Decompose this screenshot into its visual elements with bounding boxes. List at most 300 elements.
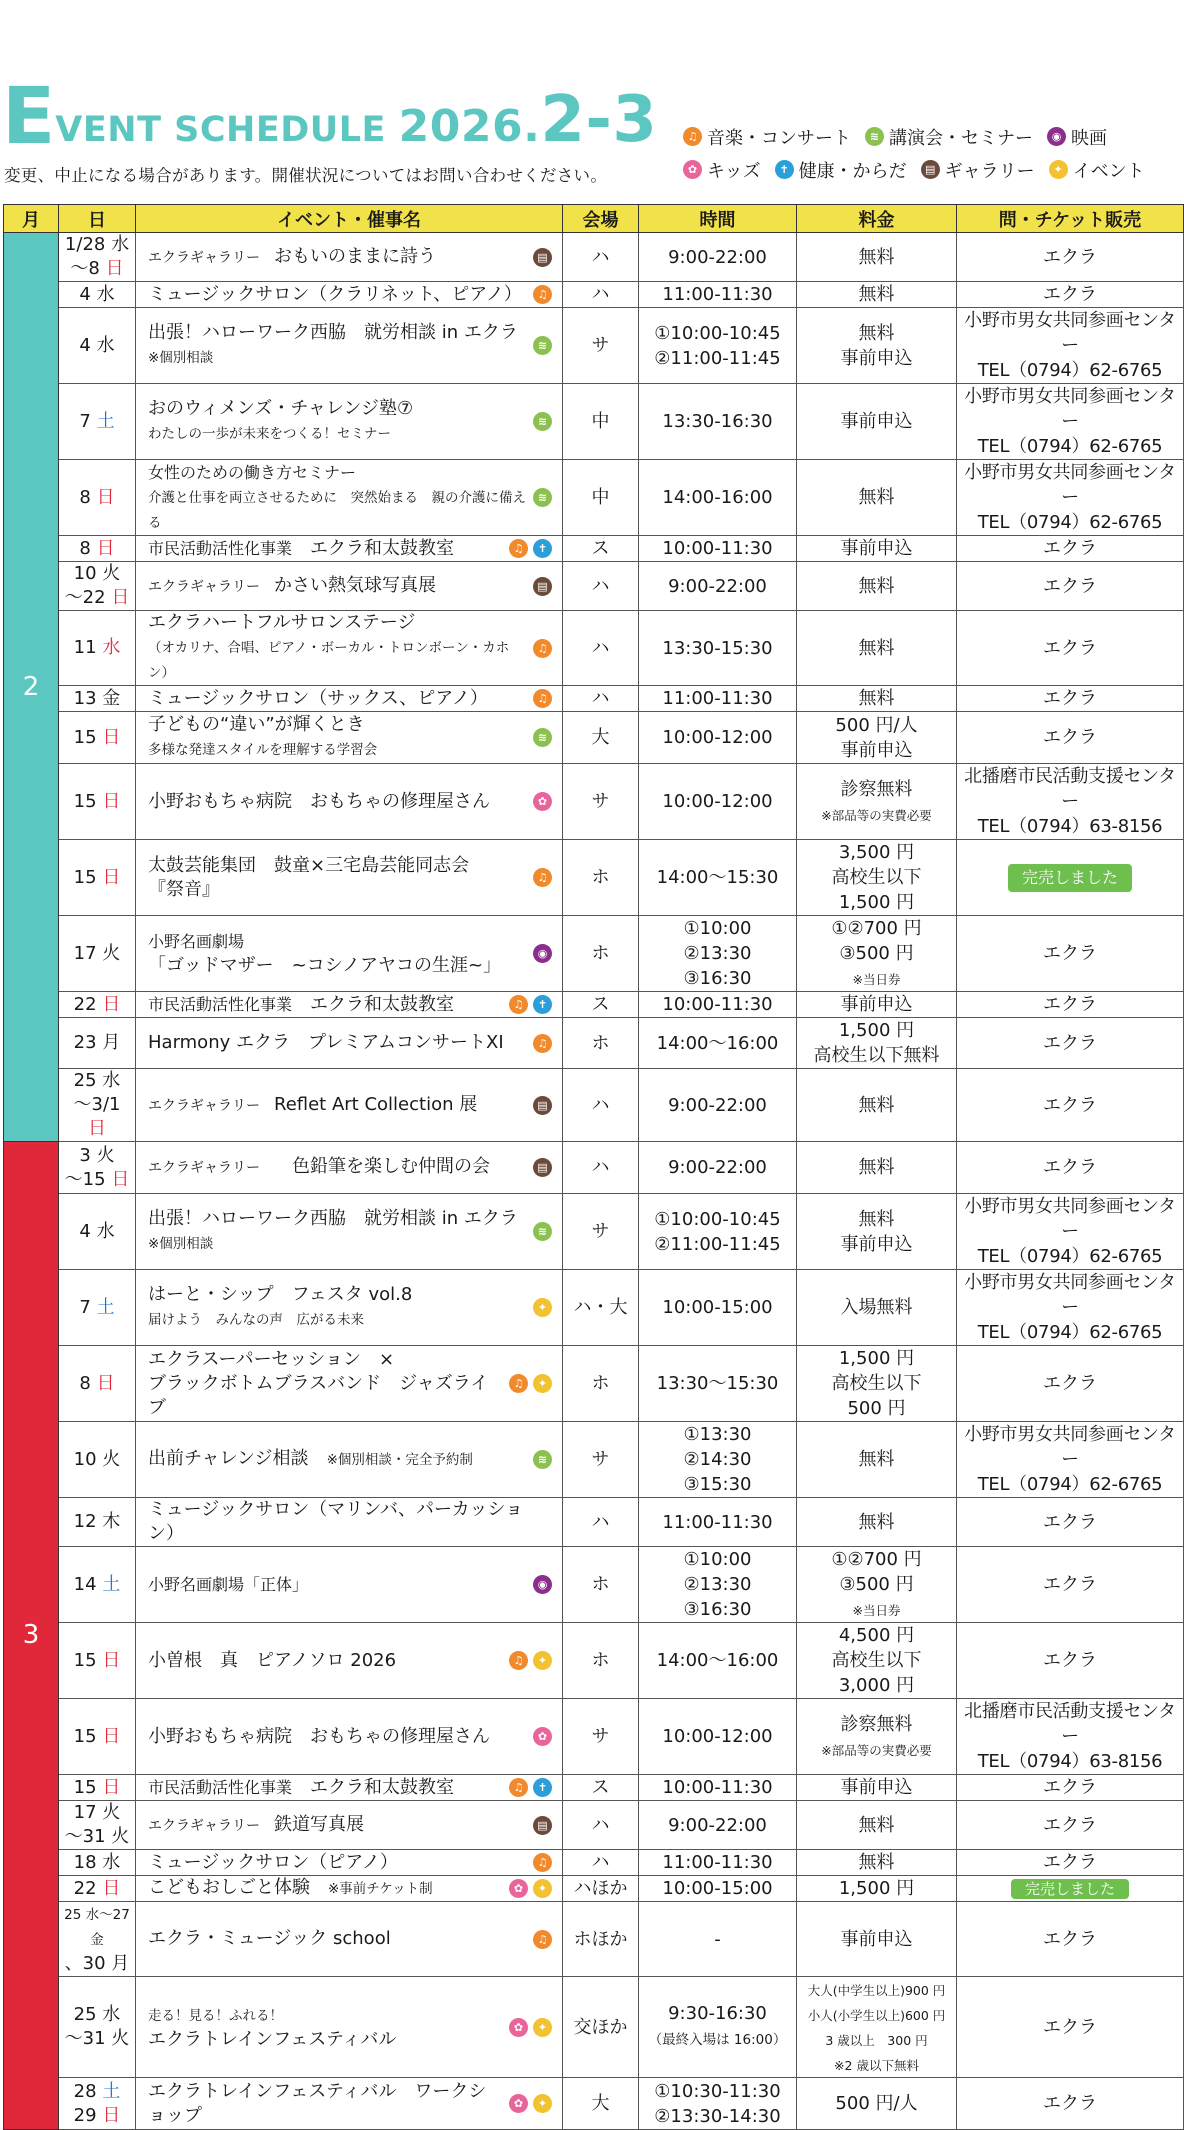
- legend-label: キッズ: [707, 160, 761, 182]
- time-cell: 9:00-22:00: [639, 1801, 797, 1850]
- table-row: [4, 1902, 1184, 1977]
- fee-cell: 無料: [797, 233, 957, 282]
- time-cell: ①10:00-10:45 ②11:00-11:45: [639, 1194, 797, 1270]
- sold-out-badge: 完売しました: [1008, 864, 1132, 892]
- category-icons: [533, 1222, 552, 1241]
- category-icons: [533, 285, 552, 304]
- event-name: 小野おもちゃ病院 おもちゃの修理屋さん: [148, 790, 490, 812]
- event-cell: [136, 1498, 563, 1547]
- table-row: [4, 308, 1184, 384]
- category-icons: [533, 944, 552, 963]
- category-icons: [509, 2018, 552, 2037]
- table-row: [4, 1850, 1184, 1876]
- lecture-icon: ≋: [865, 127, 884, 146]
- fee-cell: 無料: [797, 1422, 957, 1498]
- gallery-icon: ▤: [533, 1158, 552, 1177]
- column-header-3: 会場: [563, 205, 639, 233]
- venue-cell: サ: [563, 1422, 639, 1498]
- time-cell: ①10:00-10:45 ②11:00-11:45: [639, 308, 797, 384]
- fee-cell: 1,500 円 高校生以下 500 円: [797, 1346, 957, 1422]
- time-cell: 13:30-15:30: [639, 611, 797, 686]
- time-cell: 9:00-22:00: [639, 562, 797, 611]
- date-cell: 8 日: [59, 536, 136, 562]
- legend-label: 講演会・セミナー: [889, 127, 1033, 149]
- venue-cell: ス: [563, 536, 639, 562]
- table-row: [4, 1422, 1184, 1498]
- gallery-icon: ▤: [533, 577, 552, 596]
- contact-cell: エクラ: [957, 992, 1184, 1018]
- date-cell: 22 日: [59, 1876, 136, 1902]
- fee-cell: 3,500 円 高校生以下 1,500 円: [797, 840, 957, 916]
- table-row: [4, 1623, 1184, 1699]
- health-icon: ✝: [533, 995, 552, 1014]
- event-name: おのウィメンズ・チャレンジ塾⑦ わたしの一歩が未来をつくる！セミナー: [148, 398, 414, 442]
- venue-cell: ホ: [563, 1346, 639, 1422]
- table-row: [4, 2078, 1184, 2130]
- event-name: 出張！ハローワーク西脇 就労相談 in エクラ ※個別相談: [148, 1208, 518, 1252]
- category-icons: [533, 577, 552, 596]
- lecture-icon: ≋: [533, 412, 552, 431]
- table-row: [4, 233, 1184, 282]
- movie-icon: ◉: [533, 944, 552, 963]
- gallery-icon: ▤: [921, 160, 940, 179]
- table-row: [4, 1346, 1184, 1422]
- event-icon: ✦: [533, 2018, 552, 2037]
- table-row: [4, 992, 1184, 1018]
- month-cell: 2: [4, 233, 59, 1142]
- music-icon: ♫: [509, 1778, 528, 1797]
- contact-cell: エクラ: [957, 282, 1184, 308]
- legend-item-movie: [1047, 124, 1107, 150]
- event-cell: [136, 2078, 563, 2130]
- table-row: [4, 1142, 1184, 1194]
- contact-cell: 北播磨市民活動支援センター TEL（0794）63-8156: [957, 1699, 1184, 1775]
- legend-row: [683, 120, 1183, 153]
- date-cell: 10 火: [59, 1422, 136, 1498]
- legend-item-event: [1049, 157, 1145, 183]
- legend-item-kids: [683, 157, 761, 183]
- fee-cell: 事前申込: [797, 536, 957, 562]
- contact-cell: 小野市男女共同参画センター TEL（0794）62-6765: [957, 308, 1184, 384]
- category-icons: [533, 412, 552, 431]
- table-row: [4, 1498, 1184, 1547]
- table-body: [4, 233, 1184, 2130]
- event-cell: [136, 1194, 563, 1270]
- movie-icon: ◉: [1047, 127, 1066, 146]
- page-title: [2, 72, 658, 162]
- kids-icon: ✿: [509, 2018, 528, 2037]
- contact-cell: エクラ: [957, 536, 1184, 562]
- event-name: こどもおしごと体験 ※事前チケット制: [148, 1877, 433, 1898]
- event-name: 走る！見る！ふれる！ エクラトレインフェスティバル: [148, 2007, 397, 2050]
- event-icon: ✦: [533, 1374, 552, 1393]
- event-name: 市民活動活性化事業 エクラ和太鼓教室: [148, 1776, 455, 1798]
- category-icons: [533, 728, 552, 747]
- event-cell: [136, 1699, 563, 1775]
- gallery-icon: ▤: [533, 1816, 552, 1835]
- event-cell: [136, 1142, 563, 1194]
- sold-out-badge: 完売しました: [1011, 1879, 1129, 1899]
- category-icons: [533, 488, 552, 507]
- event-cell: [136, 1623, 563, 1699]
- fee-cell: 1,500 円 高校生以下無料: [797, 1018, 957, 1069]
- event-name: 子どもの“違い”が輝くとき 多様な発達スタイルを理解する学習会: [148, 714, 378, 758]
- date-cell: 3 火 〜15 日: [59, 1142, 136, 1194]
- time-cell: 13:30-16:30: [639, 384, 797, 460]
- venue-cell: ホ: [563, 916, 639, 992]
- date-cell: 4 水: [59, 308, 136, 384]
- venue-cell: ハ: [563, 686, 639, 712]
- contact-cell: 小野市男女共同参画センター TEL（0794）62-6765: [957, 1422, 1184, 1498]
- time-cell: 10:00-12:00: [639, 712, 797, 764]
- contact-cell: エクラ: [957, 916, 1184, 992]
- event-name: エクラトレインフェスティバル ワークショップ: [148, 2080, 487, 2126]
- event-name: はーと・シップ フェスタ vol.8 届けよう みんなの声 広がる未来: [148, 1284, 413, 1328]
- month-cell: 3: [4, 1142, 59, 2130]
- fee-cell: 入場無料: [797, 1270, 957, 1346]
- event-cell: [136, 686, 563, 712]
- event-cell: [136, 1069, 563, 1142]
- table-row: [4, 384, 1184, 460]
- fee-cell: 無料: [797, 282, 957, 308]
- music-icon: ♫: [533, 639, 552, 658]
- column-header-6: 問・チケット販売: [957, 205, 1184, 233]
- date-cell: 15 日: [59, 1699, 136, 1775]
- date-cell: 25 水〜27 金 、30 月: [59, 1902, 136, 1977]
- music-icon: ♫: [533, 868, 552, 887]
- category-icons: [533, 1096, 552, 1115]
- fee-cell: 無料: [797, 686, 957, 712]
- fee-cell: 1,500 円: [797, 1876, 957, 1902]
- contact-cell: エクラ: [957, 1775, 1184, 1801]
- fee-cell: 診察無料 ※部品等の実費必要: [797, 764, 957, 840]
- venue-cell: ハ: [563, 282, 639, 308]
- event-name: 出張！ハローワーク西脇 就労相談 in エクラ ※個別相談: [148, 322, 518, 366]
- kids-icon: ✿: [533, 792, 552, 811]
- event-icon: ✦: [533, 1298, 552, 1317]
- venue-cell: 中: [563, 460, 639, 536]
- music-icon: ♫: [509, 995, 528, 1014]
- event-icon: ✦: [1049, 160, 1068, 179]
- table-row: [4, 1018, 1184, 1069]
- music-icon: ♫: [533, 1930, 552, 1949]
- date-cell: 10 火 〜22 日: [59, 562, 136, 611]
- event-cell: [136, 1547, 563, 1623]
- gallery-icon: ▤: [533, 1096, 552, 1115]
- category-icons: [533, 1034, 552, 1053]
- time-cell: 10:00-12:00: [639, 764, 797, 840]
- event-icon: ✦: [533, 2094, 552, 2113]
- venue-cell: ハ: [563, 1801, 639, 1850]
- venue-cell: 中: [563, 384, 639, 460]
- category-icons: [509, 1651, 552, 1670]
- category-icons: [533, 868, 552, 887]
- date-cell: 1/28 水 〜8 日: [59, 233, 136, 282]
- event-cell: [136, 916, 563, 992]
- fee-cell: 事前申込: [797, 384, 957, 460]
- date-cell: 17 火: [59, 916, 136, 992]
- health-icon: ✝: [533, 1778, 552, 1797]
- event-cell: [136, 562, 563, 611]
- date-cell: 18 水: [59, 1850, 136, 1876]
- date-cell: 15 日: [59, 1775, 136, 1801]
- time-cell: 14:00〜16:00: [639, 1623, 797, 1699]
- table-row: [4, 712, 1184, 764]
- table-row: [4, 1775, 1184, 1801]
- music-icon: ♫: [533, 689, 552, 708]
- venue-cell: ス: [563, 992, 639, 1018]
- time-cell: 14:00〜15:30: [639, 840, 797, 916]
- fee-cell: 500 円/人 事前申込: [797, 712, 957, 764]
- contact-cell: エクラ: [957, 1623, 1184, 1699]
- date-cell: 4 水: [59, 1194, 136, 1270]
- venue-cell: ハほか: [563, 1876, 639, 1902]
- legend-item-music: [683, 124, 851, 150]
- category-icons: [533, 1158, 552, 1177]
- venue-cell: サ: [563, 308, 639, 384]
- date-cell: 15 日: [59, 1623, 136, 1699]
- contact-cell: 北播磨市民活動支援センター TEL（0794）63-8156: [957, 764, 1184, 840]
- date-cell: 15 日: [59, 840, 136, 916]
- contact-cell: [957, 1876, 1184, 1902]
- fee-cell: 無料: [797, 611, 957, 686]
- legend-label: イベント: [1072, 160, 1145, 182]
- time-cell: 11:00-11:30: [639, 282, 797, 308]
- category-icons: [533, 1450, 552, 1469]
- contact-cell: エクラ: [957, 2078, 1184, 2130]
- event-cell: [136, 1018, 563, 1069]
- venue-cell: サ: [563, 1699, 639, 1775]
- contact-cell: エクラ: [957, 1018, 1184, 1069]
- event-cell: [136, 1876, 563, 1902]
- event-cell: [136, 282, 563, 308]
- fee-cell: 診察無料 ※部品等の実費必要: [797, 1699, 957, 1775]
- legend-label: 映画: [1071, 127, 1107, 149]
- lecture-icon: ≋: [533, 1222, 552, 1241]
- event-name: エクラギャラリー かさい熱気球写真展: [148, 574, 436, 596]
- lecture-icon: ≋: [533, 488, 552, 507]
- table-row: [4, 460, 1184, 536]
- fee-cell: ①②700 円 ③500 円 ※当日券: [797, 1547, 957, 1623]
- date-cell: 15 日: [59, 712, 136, 764]
- date-cell: 7 土: [59, 384, 136, 460]
- table-row: [4, 764, 1184, 840]
- category-icons: [533, 1575, 552, 1594]
- fee-cell: 事前申込: [797, 1902, 957, 1977]
- fee-cell: 無料: [797, 1498, 957, 1547]
- time-cell: 14:00-16:00: [639, 460, 797, 536]
- date-cell: 25 水 〜3/1 日: [59, 1069, 136, 1142]
- venue-cell: ハ・大: [563, 1270, 639, 1346]
- category-icons: [533, 1298, 552, 1317]
- event-cell: [136, 233, 563, 282]
- event-cell: [136, 384, 563, 460]
- venue-cell: サ: [563, 1194, 639, 1270]
- date-cell: 22 日: [59, 992, 136, 1018]
- time-cell: 10:00-11:30: [639, 536, 797, 562]
- music-icon: ♫: [533, 1034, 552, 1053]
- time-cell: 11:00-11:30: [639, 1498, 797, 1547]
- event-cell: [136, 1775, 563, 1801]
- time-cell: 13:30〜15:30: [639, 1346, 797, 1422]
- category-icons: [509, 539, 552, 558]
- date-cell: 25 水 〜31 火: [59, 1977, 136, 2078]
- category-icons: [533, 639, 552, 658]
- date-cell: 14 土: [59, 1547, 136, 1623]
- kids-icon: ✿: [533, 1727, 552, 1746]
- time-cell: ①10:00 ②13:30 ③16:30: [639, 916, 797, 992]
- event-name: 女性のための働き方セミナー 介護と仕事を両立させるために 突然始まる 親の介護に備える: [148, 462, 526, 531]
- music-icon: ♫: [683, 127, 702, 146]
- column-header-5: 料金: [797, 205, 957, 233]
- table-row: [4, 1270, 1184, 1346]
- venue-cell: ハ: [563, 1142, 639, 1194]
- table-row: [4, 1876, 1184, 1902]
- health-icon: ✝: [775, 160, 794, 179]
- table-row: [4, 1699, 1184, 1775]
- fee-cell: 無料: [797, 562, 957, 611]
- table-row: [4, 562, 1184, 611]
- category-icons: [533, 336, 552, 355]
- time-cell: 10:00-15:00: [639, 1876, 797, 1902]
- venue-cell: 交ほか: [563, 1977, 639, 2078]
- table-row: [4, 536, 1184, 562]
- event-cell: [136, 840, 563, 916]
- legend-item-gallery: [921, 157, 1035, 183]
- time-cell: 14:00〜16:00: [639, 1018, 797, 1069]
- legend-row: [683, 153, 1183, 186]
- music-icon: ♫: [533, 1853, 552, 1872]
- contact-cell: エクラ: [957, 1346, 1184, 1422]
- category-icons: [533, 1727, 552, 1746]
- category-icons: [509, 1879, 552, 1898]
- venue-cell: 大: [563, 2078, 639, 2130]
- category-icons: [509, 1778, 552, 1797]
- fee-cell: 無料: [797, 1850, 957, 1876]
- category-icons: [533, 689, 552, 708]
- legend-label: 健康・からだ: [798, 160, 907, 182]
- title-year: 2026.: [398, 101, 541, 152]
- event-cell: [136, 1346, 563, 1422]
- contact-cell: エクラ: [957, 1069, 1184, 1142]
- legend-label: 音楽・コンサート: [707, 127, 851, 149]
- event-name: 市民活動活性化事業 エクラ和太鼓教室: [148, 993, 455, 1015]
- event-name: ミュージックサロン（ピアノ）: [148, 1851, 398, 1873]
- fee-cell: 事前申込: [797, 1775, 957, 1801]
- column-header-2: イベント・催事名: [136, 205, 563, 233]
- table-row: [4, 1069, 1184, 1142]
- event-name: 小野名画劇場「正体」: [148, 1574, 309, 1594]
- contact-cell: 小野市男女共同参画センター TEL（0794）62-6765: [957, 384, 1184, 460]
- lecture-icon: ≋: [533, 1450, 552, 1469]
- fee-cell: 無料 事前申込: [797, 308, 957, 384]
- lecture-icon: ≋: [533, 728, 552, 747]
- event-cell: [136, 712, 563, 764]
- music-icon: ♫: [509, 1374, 528, 1393]
- event-name: エクラギャラリー おもいのままに詩う: [148, 245, 436, 267]
- time-cell: 9:00-22:00: [639, 233, 797, 282]
- contact-cell: [957, 840, 1184, 916]
- contact-cell: エクラ: [957, 1142, 1184, 1194]
- category-icons: [509, 995, 552, 1014]
- category-icons: [533, 1816, 552, 1835]
- kids-icon: ✿: [509, 1879, 528, 1898]
- event-cell: [136, 460, 563, 536]
- event-name: エクラギャラリー 色鉛筆を楽しむ仲間の会: [148, 1156, 490, 1177]
- fee-cell: 無料 事前申込: [797, 1194, 957, 1270]
- event-cell: [136, 308, 563, 384]
- venue-cell: ホほか: [563, 1902, 639, 1977]
- contact-cell: エクラ: [957, 686, 1184, 712]
- category-legend: [683, 120, 1183, 186]
- venue-cell: ホ: [563, 1018, 639, 1069]
- category-icons: [533, 248, 552, 267]
- time-cell: 9:00-22:00: [639, 1142, 797, 1194]
- event-name: エクラギャラリー 鉄道写真展: [148, 1813, 364, 1835]
- event-name: 小野名画劇場 「ゴッドマザー ~コシノアヤコの生涯~」: [148, 931, 502, 976]
- fee-cell: 無料: [797, 1801, 957, 1850]
- venue-cell: サ: [563, 764, 639, 840]
- date-cell: 13 金: [59, 686, 136, 712]
- legend-item-lecture: [865, 124, 1033, 150]
- time-cell: 10:00-11:30: [639, 992, 797, 1018]
- time-cell: 10:00-12:00: [639, 1699, 797, 1775]
- contact-cell: エクラ: [957, 1850, 1184, 1876]
- contact-cell: 小野市男女共同参画センター TEL（0794）62-6765: [957, 1270, 1184, 1346]
- title-months: 2-3: [540, 83, 658, 157]
- event-name: エクラハートフルサロンステージ （オカリナ、合唱、ピアノ・ボーカル・トロンボーン・カホン）: [148, 612, 510, 681]
- event-cell: [136, 611, 563, 686]
- event-cell: [136, 1977, 563, 2078]
- table-row: [4, 1801, 1184, 1850]
- music-icon: ♫: [533, 285, 552, 304]
- fee-cell: 大人(中学生以上)900 円 小人(小学生以上)600 円 3 歳以上 300 円 ※2 歳以下無料: [797, 1977, 957, 2078]
- venue-cell: ホ: [563, 1623, 639, 1699]
- time-cell: 11:00-11:30: [639, 686, 797, 712]
- column-header-1: 日: [59, 205, 136, 233]
- table-row: [4, 1547, 1184, 1623]
- venue-cell: ハ: [563, 1069, 639, 1142]
- time-cell: 10:00-15:00: [639, 1270, 797, 1346]
- music-icon: ♫: [509, 1651, 528, 1670]
- title-main: VENT SCHEDULE: [55, 110, 386, 150]
- fee-cell: 無料: [797, 460, 957, 536]
- schedule-table: [3, 204, 1184, 2130]
- date-cell: 17 火 〜31 火: [59, 1801, 136, 1850]
- column-header-0: 月: [4, 205, 59, 233]
- category-icons: [509, 2094, 552, 2113]
- date-cell: 23 月: [59, 1018, 136, 1069]
- event-name: 出前チャレンジ相談 ※個別相談・完全予約制: [148, 1448, 473, 1469]
- date-cell: 8 日: [59, 460, 136, 536]
- table-row: [4, 840, 1184, 916]
- table-row: [4, 611, 1184, 686]
- event-name: 小野おもちゃ病院 おもちゃの修理屋さん: [148, 1725, 490, 1747]
- venue-cell: ホ: [563, 1547, 639, 1623]
- table-row: [4, 686, 1184, 712]
- date-cell: 28 土 29 日: [59, 2078, 136, 2130]
- venue-cell: 大: [563, 712, 639, 764]
- column-header-4: 時間: [639, 205, 797, 233]
- venue-cell: ス: [563, 1775, 639, 1801]
- kids-icon: ✿: [509, 2094, 528, 2113]
- table-header: [4, 205, 1184, 233]
- contact-cell: エクラ: [957, 1902, 1184, 1977]
- time-cell: ①10:30-11:30 ②13:30-14:30: [639, 2078, 797, 2130]
- event-cell: [136, 764, 563, 840]
- time-cell: 9:00-22:00: [639, 1069, 797, 1142]
- category-icons: [533, 1853, 552, 1872]
